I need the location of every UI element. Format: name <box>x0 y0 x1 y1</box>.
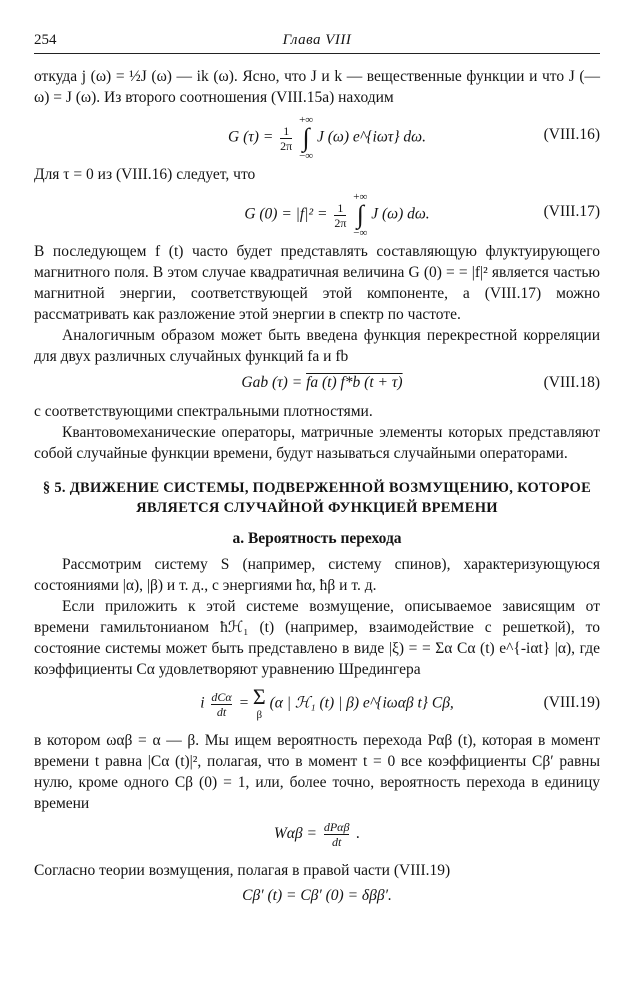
page-header <box>34 30 600 52</box>
equation-viii-17: G (0) = |f|² = $\frac{1}{2\pi}$ +∞ ∫ −∞ J (ω) dω. (VIII.17) <box>244 191 600 239</box>
equation-viii-16: G (τ) = $\frac{1}{2\pi}$ +∞ ∫ −∞ J (ω) e^{iωτ} dω. (VIII.16) <box>228 114 600 162</box>
paragraph: Для τ = 0 из (VIII.16) следует, что <box>34 166 256 183</box>
subsection-title: а. Вероятность перехода <box>232 530 402 547</box>
equation-w: Wαβ = dPαβ dt . <box>273 820 361 849</box>
equation-viii-18: Gab (τ) = fa (t) f*b (t + τ) (VIII.18) <box>241 374 600 391</box>
paragraph: в котором ωαβ = α — β. Мы ищем вероятность перехода Pαβ (t), которая в момент времени t равна |Cα (t)|², полагая, что в момент t = 0 все коэффициенты Cβ′ равны нулю, кроме одного Cβ (0) = 1, или, более точно, вероятность перехода в единицу времени <box>34 732 600 812</box>
equation-initial-condition: Cβ′ (t) = Cβ′ (0) = δββ′. <box>242 887 392 904</box>
section-title: § 5. ДВИЖЕНИЕ СИСТЕМЫ, ПОДВЕРЖЕННОЙ ВОЗМУЩЕНИЮ, КОТОРОЕ ЯВЛЯЕТСЯ СЛУЧАЙНОЙ ФУНКЦИЕЙ ВРЕМЕНИ <box>42 480 592 516</box>
equation-viii-19: i dCα dt = Σ β (α | ℋ₁ (t) | β) e^{iωαβ t} Cβ, (VIII.19) <box>200 684 600 721</box>
paragraph: Если приложить к этой системе возмущение, описываемое зависящим от времени гамильтонианом ħℋ₁ (t) (например, взаимодействие с решеткой), то состояние системы может быть представлено в виде |ξ) = = Σα Cα (t) e^{-iαt} |α), где коэффициенты Cα удовлетворяют уравнению Шредингера <box>34 598 600 678</box>
paragraph: Рассмотрим систему S (например, систему спинов), характеризующуюся состояниями |α), |β) и т. д., с энергиями ħα, ħβ и т. д. <box>34 556 600 594</box>
paragraph: Аналогичным образом может быть введена функция перекрестной корреляции для двух различных случайных функций fa и fb <box>34 327 600 365</box>
page-number: 254 <box>34 32 57 48</box>
equation-number: (VIII.18) <box>543 374 600 391</box>
paragraph: Согласно теории возмущения, полагая в правой части (VIII.19) <box>34 862 451 879</box>
paragraph: с соответствующими спектральными плотностями. <box>34 403 373 420</box>
running-head: Глава VIII <box>282 32 352 48</box>
book-page <box>34 30 600 915</box>
header-rule <box>34 53 600 54</box>
paragraph: откуда j (ω) = ½J (ω) — ik (ω). Ясно, что J и k — вещественные функции и что J (— ω) = J (ω). Из второго соотношения (VIII.15а) находим <box>34 68 600 106</box>
equation-number: (VIII.19) <box>543 694 600 711</box>
paragraph: Квантовомеханические операторы, матричные элементы которых представляют собой случайные функции времени, будут называться случайными операторами. <box>34 424 600 462</box>
equation-number: (VIII.17) <box>543 203 600 220</box>
equation-number: (VIII.16) <box>543 126 600 143</box>
paragraph: В последующем f (t) часто будет представлять составляющую флуктуирующего магнитного поля. В этом случае квадратичная величина G (0) = = |f|² является частью магнитной энергии, соответствующей этой компоненте, а (VIII.17) можно рассматривать как разложение этой энергии в спектр по частоте. <box>34 243 600 323</box>
